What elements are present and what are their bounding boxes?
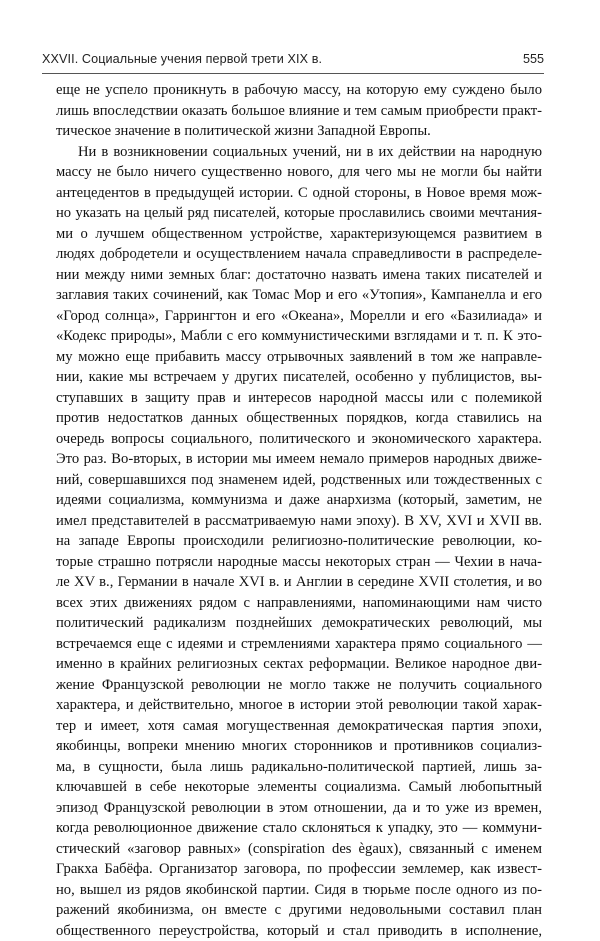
- text-line: но указать на целый ряд писателей, которые прославились своими мечтания-: [56, 203, 542, 224]
- text-line: нии, какие мы встречаем у других писателей, особенно у публицистов, вы-: [56, 367, 542, 388]
- page-number: 555: [523, 52, 544, 66]
- text-line: идеями социализма, коммунизма и даже анархизма (который, заметим, не: [56, 490, 542, 511]
- text-line: очередь вопросы социального, политического и экономического характера.: [56, 429, 542, 450]
- text-line: жение Французской революции не могло также не получить социального: [56, 675, 542, 696]
- running-header: [42, 52, 544, 72]
- text-line: ступавших в защиту прав и интересов народной массы или с полемикой: [56, 388, 542, 409]
- text-line: когда революционное движение стало склоняться к упадку, это — коммуни-: [56, 818, 542, 839]
- text-line: якобинцы, вопреки мнению многих сторонников и противников социализ-: [56, 736, 542, 757]
- text-line: еще не успело проникнуть в рабочую массу, на которую ему суждено было: [56, 80, 542, 101]
- text-line: тическое значение в политической жизни Западной Европы.: [56, 121, 542, 142]
- text-line: эпизод Французской революции в этом отношении, да и то уже из времен,: [56, 798, 542, 819]
- text-line: «Город солнца», Гаррингтон и его «Океана», Морелли и его «Базилиада» и: [56, 306, 542, 327]
- text-line: но, вышел из рядов якобинской партии. Сидя в тюрьме после одного из по-: [56, 880, 542, 901]
- text-line: встречаемся еще с идеями и стремлениями характера прямо социального —: [56, 634, 542, 655]
- text-line: антецедентов в предыдущей истории. С одной стороны, в Новое время мож-: [56, 183, 542, 204]
- text-line: заглавия таких сочинений, как Томас Мор и его «Утопия», Кампанелла и его: [56, 285, 542, 306]
- text-line: на западе Европы происходили религиозно-политические революции, ко-: [56, 531, 542, 552]
- text-line: ражений якобинизма, он вместе с другими недовольными составил план: [56, 900, 542, 921]
- text-line: против недостатков данных общественных порядков, когда ставились на: [56, 408, 542, 429]
- text-line: стический «заговор равных» (conspiration des ègaux), связанный с именем: [56, 839, 542, 860]
- text-line: именно в крайних религиозных сектах реформации. Великое народное дви-: [56, 654, 542, 675]
- text-line: всех этих движениях рядом с направлениями, напоминающими нам чисто: [56, 593, 542, 614]
- text-line: общественного переустройства, который и стал приводить в исполнение,: [56, 921, 542, 941]
- text-line: имел представителей в рассматриваемую нами эпоху). В XV, XVI и XVII вв.: [56, 511, 542, 532]
- text-line: ми о лучшем общественном устройстве, характеризующемся развитием в: [56, 224, 542, 245]
- text-line: Ни в возникновении социальных учений, ни в их действии на народную: [56, 142, 542, 163]
- text-line: ний, совершавшихся под знаменем идей, родственных или тождественных с: [56, 470, 542, 491]
- body-text: [56, 80, 542, 941]
- text-line: торые страшно потрясли народные массы некоторых стран — Чехии в нача-: [56, 552, 542, 573]
- text-line: массу не было ничего существенно нового, для чего мы не могли бы найти: [56, 162, 542, 183]
- text-line: ключавшей в себе некоторые элементы социализма. Самый любопытный: [56, 777, 542, 798]
- paragraph: [56, 80, 542, 142]
- text-line: политический радикализм позднейших демократических революций, мы: [56, 613, 542, 634]
- running-title: XXVII. Социальные учения первой трети XIX в.: [42, 52, 322, 66]
- text-line: тер и имеет, хотя самая могущественная демократическая партия эпохи,: [56, 716, 542, 737]
- paragraph: [56, 142, 542, 941]
- text-line: ле XV в., Германии в начале XVI в. и Англии в середине XVII столетия, и во: [56, 572, 542, 593]
- text-line: людях добродетели и осуществлением начала справедливости в распределе-: [56, 244, 542, 265]
- header-divider: [42, 73, 544, 74]
- text-line: Гракха Бабёфа. Организатор заговора, по профессии землемер, как извест-: [56, 859, 542, 880]
- text-line: «Кодекс природы», Мабли с его коммунистическими взглядами и т. п. К это-: [56, 326, 542, 347]
- text-line: нии между ними земных благ: достаточно назвать имена таких писателей и: [56, 265, 542, 286]
- text-line: Это раз. Во-вторых, в истории мы имеем немало примеров народных движе-: [56, 449, 542, 470]
- text-line: характера, и действительно, многое в истории этой революции такой харак-: [56, 695, 542, 716]
- text-line: ма, в сущности, была лишь радикально-политической партией, лишь за-: [56, 757, 542, 778]
- text-line: му можно еще прибавить массу отрывочных заявлений в том же направле-: [56, 347, 542, 368]
- text-line: лишь впоследствии оказать большое влияние и тем самым приобрести практ-: [56, 101, 542, 122]
